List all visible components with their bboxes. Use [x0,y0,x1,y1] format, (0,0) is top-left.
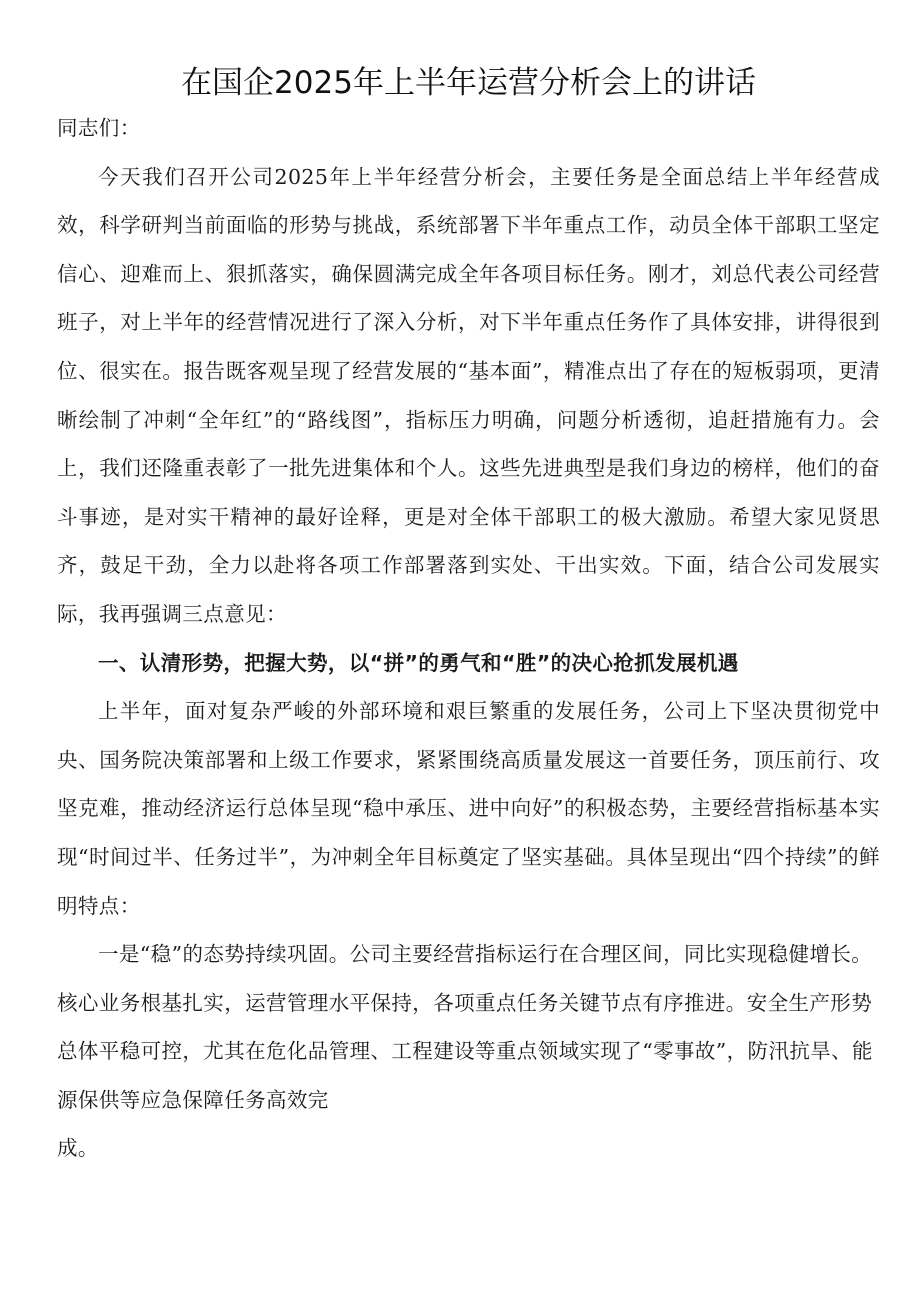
section-heading-1: 一、认清形势，把握大势，以“拼”的勇气和“胜”的决心抢抓发展机遇 [98,650,739,675]
intro-paragraph: 今天我们召开公司2025年上半年经营分析会，主要任务是全面总结上半年经营成效，科学研判当前面临的形势与挑战，系统部署下半年重点工作，动员全体干部职工坚定信心、迎难而上、狠抓落实，确保圆满完成全年各项目标任务。刚才，刘总代表公司经营班子，对上半年的经营情况进行了深入分析，对下半年重点任务作了具体安排，讲得很到位、很实在。报告既客观呈现了经营发展的“基本面”，精准点出了存在的短板弱项，更清晰绘制了冲刺“全年红”的“路线图”，指标压力明确，问题分析透彻，追赶措施有力。会上，我们还隆重表彰了一批先进集体和个人。这些先进典型是我们身边的榜样，他们的奋斗事迹，是对实干精神的最好诠释，更是对全体干部职工的极大激励。希望大家见贤思齐，鼓足干劲，全力以赴将各项工作部署落到实处、干出实效。下面，结合公司发展实际，我再强调三点意见： [57,164,880,626]
section-paragraph-continuation: 成。 [57,1136,99,1161]
salutation: 同志们： [57,116,141,140]
document-title: 在国企2025年上半年运营分析会上的讲话 [181,65,756,101]
section-paragraph: 一是“稳”的态势持续巩固。公司主要经营指标运行在合理区间，同比实现稳健增长。核心业务根基扎实，运营管理水平保持，各项重点任务关键节点有序推进。安全生产形势总体平稳可控，尤其在危化品管理、工程建设等重点领域实现了“零事故”，防汛抗旱、能源保供等应急保障任务高效完 [57,942,873,1112]
section-paragraph: 上半年，面对复杂严峻的外部环境和艰巨繁重的发展任务，公司上下坚决贯彻党中央、国务院决策部署和上级工作要求，紧紧围绕高质量发展这一首要任务，顶压前行、攻坚克难，推动经济运行总体呈现“稳中承压、进中向好”的积极态势，主要经营指标基本实现“时间过半、任务过半”，为冲刺全年目标奠定了坚实基础。具体呈现出“四个持续”的鲜明特点： [57,699,880,918]
